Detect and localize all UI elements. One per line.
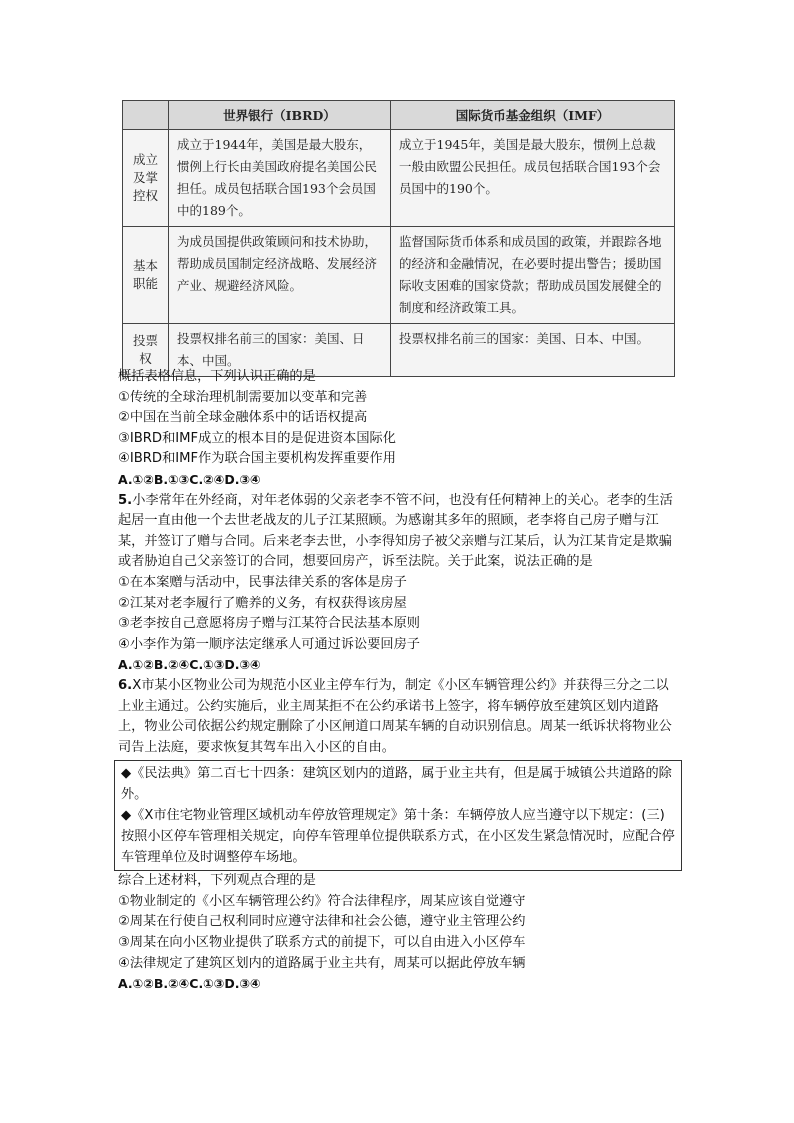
table-row	[123, 130, 675, 227]
questions	[118, 367, 678, 995]
table-cell-imf: 监督国际货币体系和成员国的政策，并跟踪各地的经济和金融情况，在必要时提出警告；援助国际收支困难的国家贷款；帮助成员国发展健全的制度和经济政策工具。	[391, 227, 675, 324]
table-row	[123, 227, 675, 324]
table-header-corner	[123, 101, 169, 130]
table-cell-ibrd: 投票权排名前三的国家：美国、日本、中国。	[169, 324, 391, 377]
row-label-line: 权	[139, 351, 152, 366]
q6-answers: A.①②B.②④C.①③D.③④	[118, 976, 261, 992]
q5-stem	[118, 491, 678, 573]
row-label-line: 成立	[132, 152, 158, 167]
legal-clause: ◆《X市住宅物业管理区域机动车停放管理规定》第十条：车辆停放人应当遵守以下规定：(三)按照小区停车管理相关规定，向停车管理单位提供联系方式，在小区发生紧急情况时，应配合停车管理单位及时调整停车场地。	[121, 808, 675, 866]
legal-material-box	[114, 760, 682, 871]
row-label-line: 职能	[132, 276, 158, 291]
q6-number: 6.	[118, 677, 133, 693]
q4-option: ①传统的全球治理机制需要加以变革和完善	[118, 389, 368, 405]
q5-option: ②江某对老李履行了赡养的义务，有权获得该房屋	[118, 595, 407, 611]
row-label-line: 及掌	[132, 170, 158, 185]
q5-option: ①在本案赠与活动中，民事法律关系的客体是房子	[118, 574, 407, 590]
row-label	[123, 227, 169, 324]
q6-option: ③周某在向小区物业提供了联系方式的前提下，可以自由进入小区停车	[118, 935, 526, 951]
table-header-imf: 国际货币基金组织（IMF）	[391, 101, 675, 130]
q5-answers: A.①②B.②④C.①③D.③④	[118, 657, 261, 673]
q4-option: ④IBRD和IMF作为联合国主要机构发挥重要作用	[118, 451, 396, 467]
row-label	[123, 130, 169, 227]
q5-stem-text: 小李常年在外经商，对年老体弱的父亲老李不管不问，也没有任何精神上的关心。老李的生活起居一直由他一个去世老战友的儿子江某照顾。为感谢其多年的照顾，老李将自己房子赠与江某，并签订了赠与合同。后来老李去世，小李得知房子被父亲赠与江某后，认为江某肯定是欺骗或者胁迫自己父亲签订的合同，想要回房产，诉至法院。关于此案，说法正确的是	[118, 492, 673, 570]
table-header-row	[123, 101, 675, 130]
comparison-table	[122, 100, 675, 377]
table-header-ibrd: 世界银行（IBRD）	[169, 101, 391, 130]
q4-option: ③IBRD和IMF成立的根本目的是促进资本国际化	[118, 430, 396, 446]
table-cell-ibrd: 成立于1944年，美国是最大股东，惯例上行长由美国政府提名美国公民担任。成员包括联合国193个会员国中的189个。	[169, 130, 391, 227]
q4-option: ②中国在当前全球金融体系中的话语权提高	[118, 410, 368, 426]
q6-option: ①物业制定的《小区车辆管理公约》符合法律程序，周某应该自觉遵守	[118, 893, 526, 909]
q4-stem: 概括表格信息，下列认识正确的是	[118, 369, 316, 384]
q6-option: ④法律规定了建筑区划内的道路属于业主共有，周某可以据此停放车辆	[118, 955, 526, 971]
table-cell-imf: 成立于1945年，美国是最大股东，惯例上总裁一般由欧盟公民担任。成员包括联合国193个会员国中的190个。	[391, 130, 675, 227]
q5-option: ④小李作为第一顺序法定继承人可通过诉讼要回房子	[118, 636, 420, 652]
q5-option: ③老李按自己意愿将房子赠与江某符合民法基本原则	[118, 616, 420, 632]
row-label-line: 投票	[132, 333, 158, 348]
row-label-line: 控权	[132, 188, 158, 203]
table-cell-ibrd: 为成员国提供政策顾问和技术协助，帮助成员国制定经济战略、发展经济产业、规避经济风险。	[169, 227, 391, 324]
q6-stem-text: X市某小区物业公司为规范小区业主停车行为，制定《小区车辆管理公约》并获得三分之二以上业主通过。公约实施后，业主周某拒不在公约承诺书上签字，将车辆停放至建筑区划内道路上，物业公司依据公约规定删除了小区闸道口周某车辆的自动识别信息。周某一纸诉状将物业公司告上法庭，要求恢复其驾车出入小区的自由。	[118, 677, 672, 755]
q4-answers: A.①②B.①③C.②④D.③④	[118, 471, 261, 487]
legal-clause: ◆《民法典》第二百七十四条：建筑区划内的道路，属于业主共有，但是属于城镇公共道路的除外。	[121, 766, 672, 803]
q6-option: ②周某在行使自己权利同时应遵守法律和社会公德，遵守业主管理公约	[118, 914, 526, 930]
q5-number: 5.	[118, 492, 133, 508]
q6-prompt: 综合上述材料，下列观点合理的是	[118, 873, 316, 889]
q6-stem	[118, 676, 678, 758]
table-cell-imf: 投票权排名前三的国家：美国、日本、中国。	[391, 324, 675, 377]
row-label-line: 基本	[132, 258, 158, 273]
